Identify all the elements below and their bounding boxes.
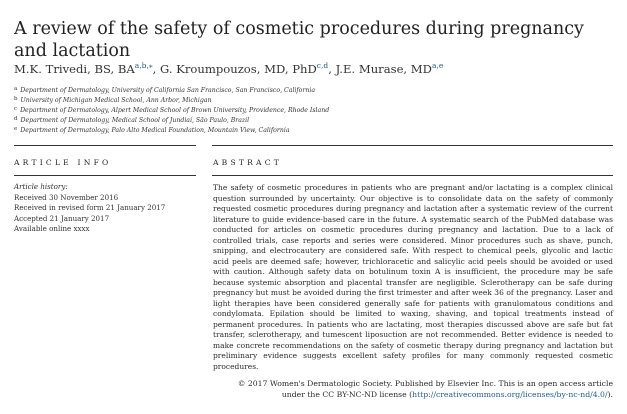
article-title: A review of the safety of cosmetic procedures during pregnancy and lactation (14, 18, 584, 61)
author-name: M.K. Trivedi, BS, BA (14, 62, 135, 76)
author-affiliation-marks[interactable]: c,d (316, 61, 329, 70)
author-separator: , (328, 62, 336, 76)
affiliation-text: Department of Dermatology, University of California San Francisco, San Francisco, California (20, 87, 316, 94)
affiliation-text: Department of Dermatology, Medical School of Jundiaí, São Paulo, Brazil (20, 117, 250, 124)
affiliation-item (14, 115, 614, 125)
history-item: Accepted 21 January 2017 (14, 213, 110, 223)
affiliation-item (14, 125, 614, 135)
abstract-text: The safety of cosmetic procedures in patients who are pregnant and/or lactating is a complex clinical question surrounded by uncertainty. Our objective is to consolidate data on the safety of commonly requested cosmetic procedures during pregnancy and lactation after a systematic review of the current literature to guide evidence-based care in the future. A systematic search of the PubMed database was conducted for articles on cosmetic procedures during pregnancy and lactation. Due to a lack of controlled trials, case reports and series were considered. Minor procedures such as shave, punch, snipping, and electrocautery are considered safe. With respect to chemical peels, glycolic and lactic acid peels are deemed safe; however, trichloracetic and salicylic acid peels should be avoided or used with caution. Although safety data on botulinum toxin A is insufficient, the procedure may be safe because systemic absorption and placental transfer are negligible. Sclerotherapy can be safe during pregnancy but must be avoided during the first trimester and after week 36 of the pregnancy. Laser and light therapies have been considered generally safe for patients with granulomatous conditions and condylomata. Epilation should be limited to waxing, shaving, and topical treatments instead of permanent procedures. In patients who are lactating, most therapies discussed above are safe but fat transfer, sclerotherapy, and tumescent liposuction are not recommended. Better evidence is needed to make concrete recommendations on the safety of cosmetic therapy during pregnancy and lactation but preliminary evidence suggests excellent safety profiles for many commonly requested cosmetic procedures. (213, 183, 613, 371)
article-history (14, 182, 196, 235)
history-item: Available online xxxx (14, 224, 90, 233)
author-name: J.E. Murase, MD (335, 62, 432, 76)
license-link[interactable]: http://creativecommons.org/licenses/by-nc-nd/4.0/ (412, 390, 608, 399)
affiliation-mark: a (14, 86, 18, 92)
copyright-text: © 2017 Women's Dermatologic Society. Published by Elsevier Inc. This is an open access article under the CC BY-NC-ND license ( (237, 379, 613, 399)
affiliation-text: Department of Dermatology, Palo Alto Medical Foundation, Mountain View, California (20, 127, 290, 134)
affiliation-item (14, 95, 614, 105)
article-info-heading: ARTICLE INFO (14, 158, 112, 167)
history-label: Article history: (14, 182, 68, 191)
section-divider (212, 145, 613, 146)
affiliation-mark: c (14, 106, 18, 112)
author-affiliation-marks[interactable]: a,e (431, 61, 444, 70)
section-divider (212, 175, 613, 176)
affiliation-mark: e (14, 126, 18, 132)
history-item: Received 30 November 2016 (14, 192, 119, 202)
affiliation-item (14, 105, 614, 115)
section-divider (14, 145, 196, 146)
history-item: Received in revised form 21 January 2017 (14, 203, 166, 212)
affiliation-mark: d (14, 116, 18, 122)
affiliation-text: Department of Dermatology, Alpert Medical School of Brown University, Providence, Rhode Island (20, 107, 330, 114)
affiliation-item (14, 85, 614, 95)
abstract-heading: ABSTRACT (213, 158, 283, 167)
author-name: G. Kroumpouzos, MD, PhD (159, 62, 317, 76)
copyright-notice (213, 378, 613, 400)
affiliation-text: University of Michigan Medical School, Ann Arbor, Michigan (20, 97, 212, 104)
section-divider (14, 175, 196, 176)
author-separator: , (152, 62, 160, 76)
affiliation-mark: b (14, 96, 18, 102)
author-affiliation-marks[interactable]: a,b,⁎ (134, 61, 153, 70)
author-list (14, 58, 614, 77)
copyright-close: ). (607, 390, 613, 399)
affiliation-list (14, 85, 614, 135)
